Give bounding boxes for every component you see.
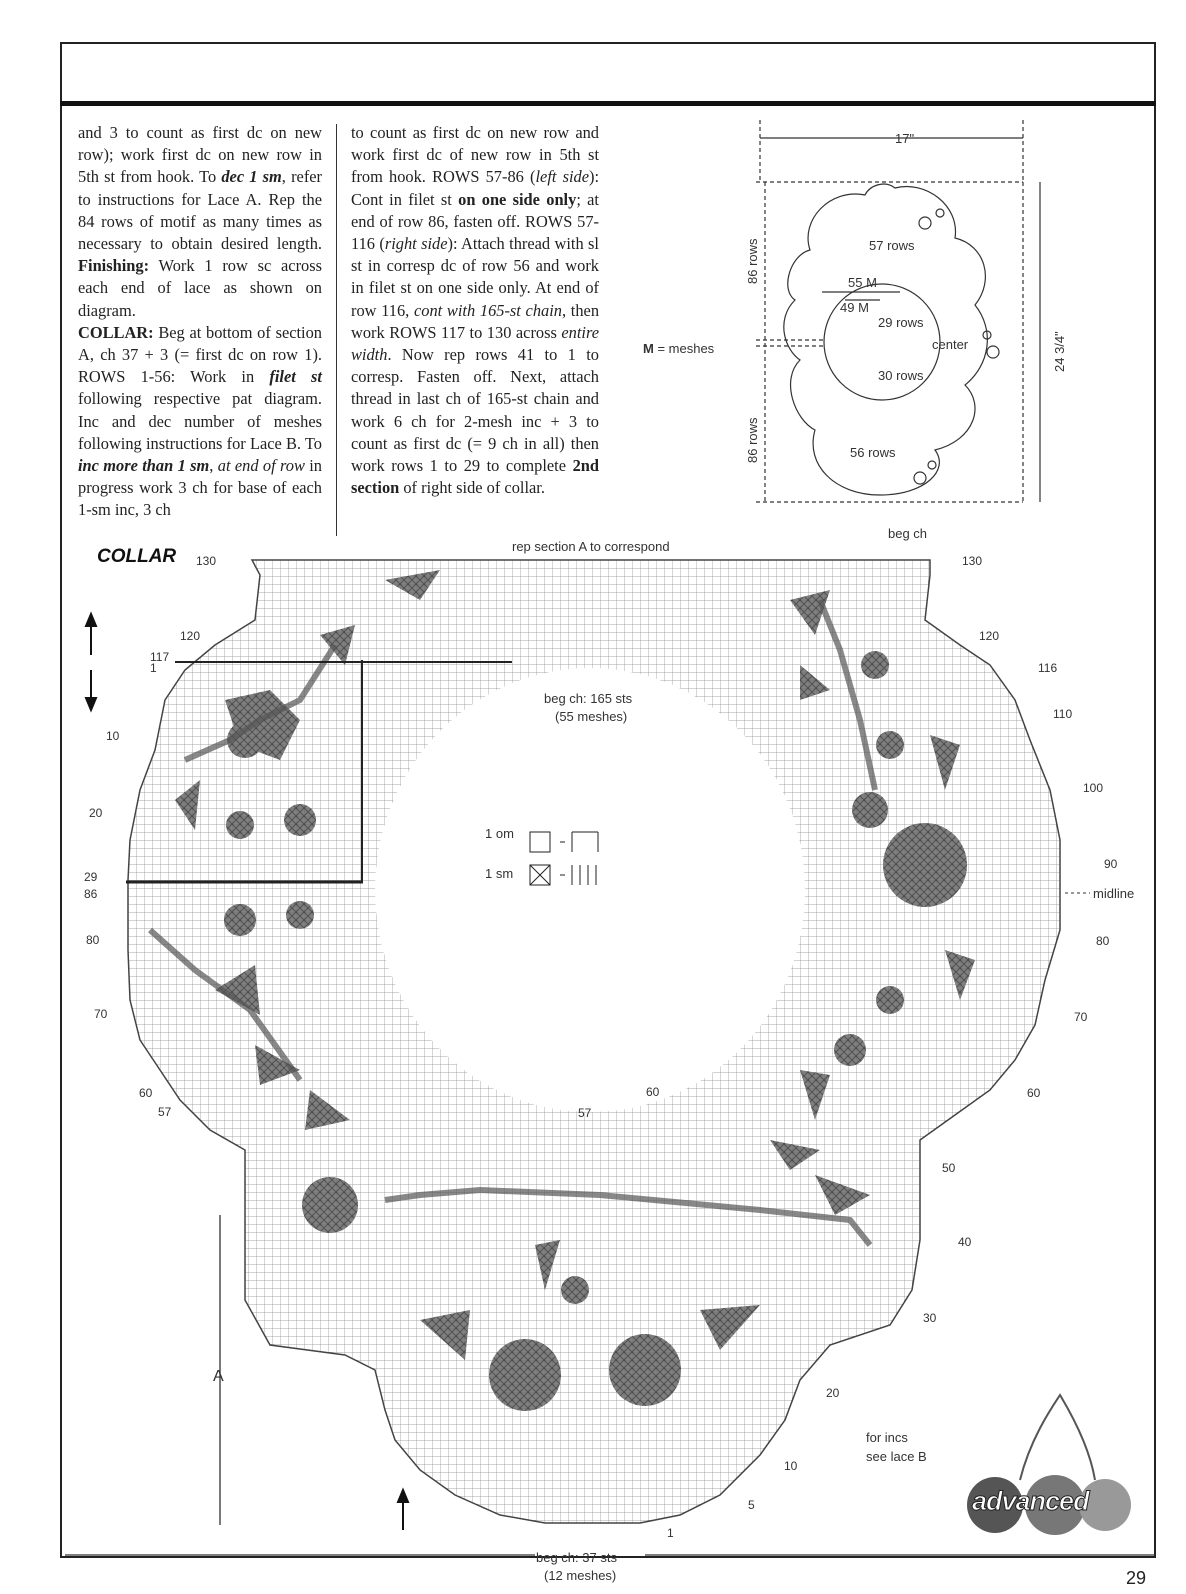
right-tick: 120 bbox=[979, 629, 1000, 643]
left-tick: 60 bbox=[139, 1086, 153, 1100]
key-open-mesh-label: 1 om bbox=[485, 826, 514, 841]
text-span: , refer to instructions for Lace A. Rep the 84 rows of motif as many times as necessary to obtain desired length. bbox=[78, 167, 323, 254]
right-tick: 130 bbox=[962, 554, 983, 568]
schematic-label-55m: 55 M bbox=[848, 275, 877, 290]
text-span: Work 1 row sc across each end of lace as shown on diagram. bbox=[78, 256, 322, 320]
text-span: , then work ROWS 117 to 130 across bbox=[351, 300, 600, 342]
left-tick: 57 bbox=[158, 1105, 172, 1119]
right-tick: 60 bbox=[1027, 1086, 1041, 1100]
motif-rose bbox=[561, 1276, 589, 1304]
right-tick: 50 bbox=[942, 1161, 956, 1175]
text-span: of right side of collar. bbox=[399, 478, 545, 498]
arrow-down bbox=[86, 698, 96, 710]
left-tick: 117 bbox=[150, 650, 170, 664]
schematic-label-29-rows: 29 rows bbox=[878, 315, 924, 330]
left-tick: 80 bbox=[86, 933, 100, 947]
text-span: left side bbox=[535, 167, 589, 187]
inner-tick: 57 bbox=[578, 1106, 592, 1120]
beg-ch-bottom-line2: (12 meshes) bbox=[544, 1568, 617, 1583]
motif-rose bbox=[224, 904, 256, 936]
left-tick: 120 bbox=[180, 629, 201, 643]
arrow-up bbox=[398, 1490, 408, 1502]
motif-rose bbox=[489, 1339, 561, 1411]
right-tick: 100 bbox=[1083, 781, 1104, 795]
beg-ch-top-line2: (55 meshes) bbox=[555, 709, 628, 724]
right-tick: 116 bbox=[1038, 661, 1058, 675]
key-open-mesh-box bbox=[530, 832, 550, 852]
text-span: inc more than 1 sm bbox=[78, 456, 210, 476]
arrow-up bbox=[86, 614, 96, 626]
right-tick: 80 bbox=[1096, 934, 1110, 948]
text-span: at end of row bbox=[217, 456, 305, 476]
text-span: in progress work 3 ch for base of each 1-sm inc, 3 ch bbox=[78, 456, 322, 520]
motif-rose bbox=[883, 823, 967, 907]
beg-ch-top-line1: beg ch: 165 sts bbox=[544, 691, 633, 706]
right-tick: 40 bbox=[958, 1235, 972, 1249]
text-span: entire width bbox=[351, 322, 599, 365]
key-solid-mesh-label: 1 sm bbox=[485, 866, 514, 881]
text-span: ): Cont in filet st bbox=[351, 167, 600, 209]
legend-text: = meshes bbox=[653, 341, 715, 356]
midline-label: midline bbox=[1093, 886, 1135, 901]
right-tick: 30 bbox=[923, 1311, 937, 1325]
text-span: cont with 165-st chain bbox=[414, 300, 562, 320]
schematic-label-57-rows: 57 rows bbox=[869, 238, 915, 253]
motif-rose bbox=[834, 1034, 866, 1066]
motif-rose bbox=[861, 651, 889, 679]
text-span: Beg at bottom of section A, ch 37 + 3 (= first dc on row 1). ROWS 1-56: Work in bbox=[78, 322, 322, 387]
motif-rose bbox=[284, 804, 316, 836]
text-span: . Now rep rows 41 to 1 to corresp. Fasten off. Next, attach thread in last ch of 165-st chain and work 6 ch for 2-mesh inc + 3 to count as first dc (= 9 ch in all) then work rows 1 to 29 to complete bbox=[351, 345, 599, 476]
right-tick: 70 bbox=[1074, 1010, 1088, 1024]
schematic-label-49m: 49 M bbox=[840, 300, 869, 315]
text-span: and 3 to count as first dc on new row); work first dc on new row in 5th st from hook. To bbox=[78, 123, 322, 187]
left-tick: 10 bbox=[106, 729, 120, 743]
left-tick: 70 bbox=[94, 1007, 108, 1021]
collar-schematic bbox=[756, 120, 1040, 502]
schematic-rows-bottom: 86 rows bbox=[745, 417, 760, 463]
motif-rose bbox=[609, 1334, 681, 1406]
schematic-rows-top: 86 rows bbox=[745, 238, 760, 284]
text-span: Finishing: bbox=[78, 256, 150, 276]
motif-rose bbox=[876, 986, 904, 1014]
beg-ch-bottom-line1: beg ch: 37 sts bbox=[536, 1550, 617, 1565]
section-a-label: A bbox=[213, 1368, 224, 1385]
right-tick: 90 bbox=[1104, 857, 1118, 871]
schematic-height-label: 24 3/4" bbox=[1052, 331, 1067, 372]
schematic-legend bbox=[643, 341, 714, 356]
motif-rose bbox=[286, 901, 314, 929]
motif-rose bbox=[852, 792, 888, 828]
text-span: , bbox=[209, 456, 218, 476]
schematic-width-label: 17" bbox=[895, 131, 915, 146]
text-span: ): Attach thread with sl st in corresp dc of row 56 and work in filet st on one side only. At end of row 116, bbox=[351, 234, 599, 320]
schematic-label-beg-ch: beg ch bbox=[888, 526, 928, 541]
right-tick: 110 bbox=[1053, 707, 1073, 721]
for-incs-line2: see lace B bbox=[866, 1449, 927, 1464]
chart-title: COLLAR bbox=[97, 546, 177, 567]
for-incs-line1: for incs bbox=[866, 1430, 908, 1445]
text-span: right side bbox=[384, 234, 448, 254]
section-heading-collar: COLLAR: bbox=[78, 322, 154, 342]
text-span: following respective pat diagram. Inc and dec number of meshes following instructions for Lace B. To bbox=[78, 389, 322, 453]
left-tick: 29 bbox=[84, 870, 98, 884]
left-tick: 20 bbox=[89, 806, 103, 820]
right-tick: 10 bbox=[784, 1459, 798, 1473]
motif-rose bbox=[876, 731, 904, 759]
left-tick: 1 bbox=[150, 661, 157, 675]
text-span: ; at end of row 86, fasten off. ROWS 57-116 ( bbox=[351, 189, 599, 254]
legend-m: M bbox=[643, 341, 654, 356]
motif-rose bbox=[226, 811, 254, 839]
right-tick: 20 bbox=[826, 1386, 840, 1400]
schematic-label-30-rows: 30 rows bbox=[878, 368, 924, 383]
right-tick: 1 bbox=[667, 1526, 674, 1540]
left-tick: 86 bbox=[84, 887, 98, 901]
text-span: 2nd section bbox=[351, 456, 599, 498]
text-span: dec 1 sm bbox=[221, 167, 282, 187]
schematic-label-56-rows: 56 rows bbox=[850, 445, 896, 460]
right-tick: 5 bbox=[748, 1498, 755, 1512]
rep-section-label: rep section A to correspond bbox=[512, 539, 670, 554]
left-tick: 130 bbox=[196, 554, 217, 568]
page-number: 29 bbox=[1126, 1568, 1147, 1588]
schematic-label-center: center bbox=[932, 337, 969, 352]
motif-rose bbox=[302, 1177, 358, 1233]
inner-tick: 60 bbox=[646, 1085, 660, 1099]
text-span: to count as first dc on new row and work first dc of new row in 5th st from hook. ROWS 57-86 ( bbox=[351, 123, 599, 187]
text-span: on one side only bbox=[458, 189, 577, 209]
text-span: filet st bbox=[269, 367, 322, 387]
advanced-badge-text: advanced bbox=[972, 1486, 1089, 1516]
